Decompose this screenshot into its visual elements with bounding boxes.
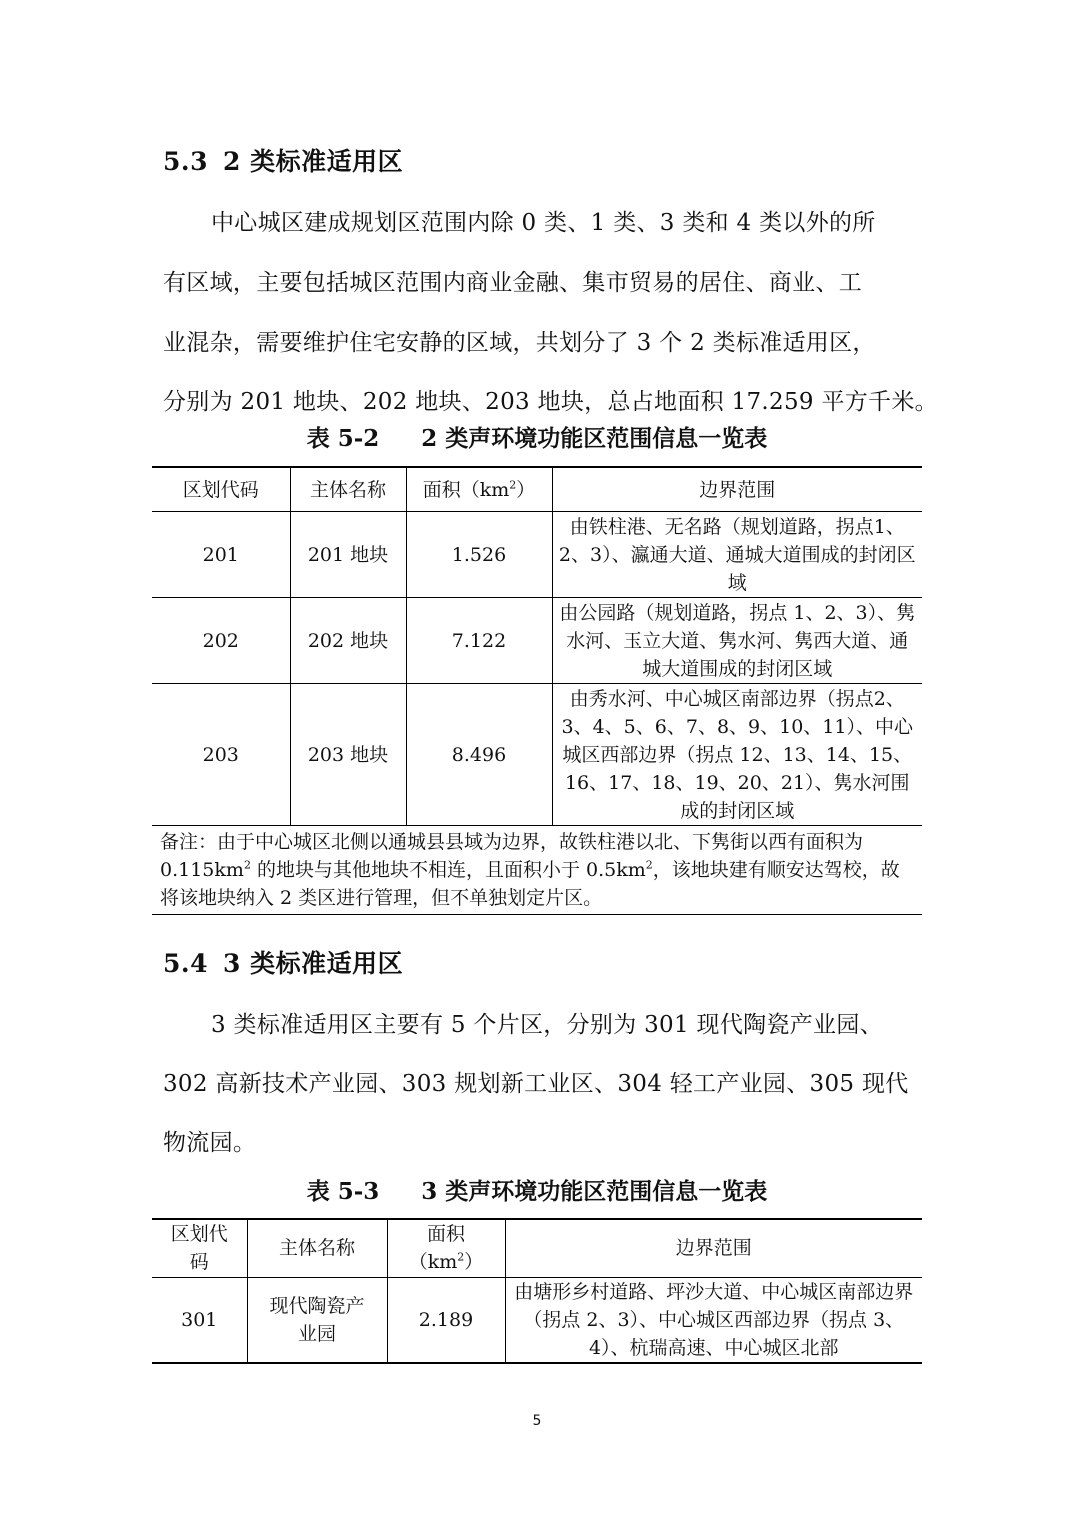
cell-code: 301 bbox=[152, 1277, 247, 1363]
paragraph-line: 302 高新技术产业园、303 规划新工业区、304 轻工产业园、305 现代 bbox=[163, 1071, 909, 1097]
section-title: 3 类标准适用区 bbox=[223, 949, 404, 978]
cell-name: 现代陶瓷产业园 bbox=[247, 1277, 387, 1363]
header-boundary: 边界范围 bbox=[505, 1219, 922, 1277]
table-row bbox=[152, 512, 922, 598]
cell-name: 202 地块 bbox=[290, 598, 406, 684]
table-header-row bbox=[152, 1219, 922, 1277]
section-title: 2 类标准适用区 bbox=[223, 147, 404, 176]
cell-boundary: 由塘形乡村道路、坪沙大道、中心城区南部边界（拐点 2、3）、中心城区西部边界（拐点 3、4）、杭瑞高速、中心城区北部 bbox=[505, 1277, 922, 1363]
cell-area: 7.122 bbox=[406, 598, 552, 684]
table-caption-5-2 bbox=[0, 420, 1074, 453]
header-code: 区划代码 bbox=[152, 467, 290, 512]
section-number: 5.4 bbox=[163, 949, 208, 978]
section-heading-5-4 bbox=[163, 944, 403, 980]
table-row bbox=[152, 1277, 922, 1363]
cell-boundary: 由公园路（规划道路，拐点 1、2、3）、隽水河、玉立大道、隽水河、隽西大道、通城大道围成的封闭区域 bbox=[552, 598, 922, 684]
cell-boundary: 由铁柱港、无名路（规划道路，拐点1、2、3）、瀛通大道、通城大道围成的封闭区域 bbox=[552, 512, 922, 598]
cell-area: 8.496 bbox=[406, 684, 552, 826]
cell-name: 203 地块 bbox=[290, 684, 406, 826]
header-boundary: 边界范围 bbox=[552, 467, 922, 512]
header-area: 面积 $(km^2)$ bbox=[387, 1219, 505, 1277]
table-row bbox=[152, 598, 922, 684]
paragraph-line: 3 类标准适用区主要有 5 个片区，分别为 301 现代陶瓷产业园、 bbox=[211, 1012, 883, 1038]
cell-area: 2.189 bbox=[387, 1277, 505, 1363]
section-heading-5-3 bbox=[163, 142, 403, 178]
table-number: 表 5-3 bbox=[306, 1178, 380, 1205]
table-number: 表 5-2 bbox=[306, 425, 380, 452]
table-title: 3 类声环境功能区范围信息一览表 bbox=[421, 1178, 768, 1205]
section-number: 5.3 bbox=[163, 147, 208, 176]
header-name: 主体名称 bbox=[247, 1219, 387, 1277]
header-area: 面积$(km^2)$ bbox=[406, 467, 552, 512]
cell-area: 1.526 bbox=[406, 512, 552, 598]
table-header-row bbox=[152, 467, 922, 512]
cell-boundary: 由秀水河、中心城区南部边界（拐点2、3、4、5、6、7、8、9、10、11）、中心城区西部边界（拐点 12、13、14、15、16、17、18、19、20、21）、隽水河围成的封闭区域 bbox=[552, 684, 922, 826]
paragraph-line: 有区域，主要包括城区范围内商业金融、集市贸易的居住、商业、工 bbox=[163, 270, 862, 296]
table-note: 备注：由于中心城区北侧以通城县县域为边界，故铁柱港以北、下隽街以西有面积为 $0.115km^2$ 的地块与其他地块不相连，且面积小于 $0.5km^2$，该地块建有顺安达驾校，故将该地块纳入 2 类区进行管理，但不单独划定片区。 bbox=[152, 826, 922, 915]
paragraph-line: 业混杂，需要维护住宅安静的区域，共划分了 3 个 2 类标准适用区， bbox=[163, 330, 876, 356]
table-5-2 bbox=[152, 466, 922, 915]
table-5-3 bbox=[152, 1218, 922, 1364]
table-caption-5-3 bbox=[0, 1173, 1074, 1206]
header-name: 主体名称 bbox=[290, 467, 406, 512]
cell-code: 203 bbox=[152, 684, 290, 826]
table-title: 2 类声环境功能区范围信息一览表 bbox=[421, 425, 768, 452]
paragraph-line: 物流园。 bbox=[163, 1130, 257, 1156]
page-number: 5 bbox=[532, 1413, 542, 1429]
cell-name: 201 地块 bbox=[290, 512, 406, 598]
paragraph-line: 分别为 201 地块、202 地块、203 地块，总占地面积 17.259 平方千米。 bbox=[163, 389, 938, 415]
table-row bbox=[152, 684, 922, 826]
cell-code: 202 bbox=[152, 598, 290, 684]
cell-code: 201 bbox=[152, 512, 290, 598]
header-code: 区划代码 bbox=[152, 1219, 247, 1277]
paragraph-line: 中心城区建成规划区范围内除 0 类、1 类、3 类和 4 类以外的所 bbox=[211, 210, 876, 236]
table-note-row bbox=[152, 826, 922, 915]
